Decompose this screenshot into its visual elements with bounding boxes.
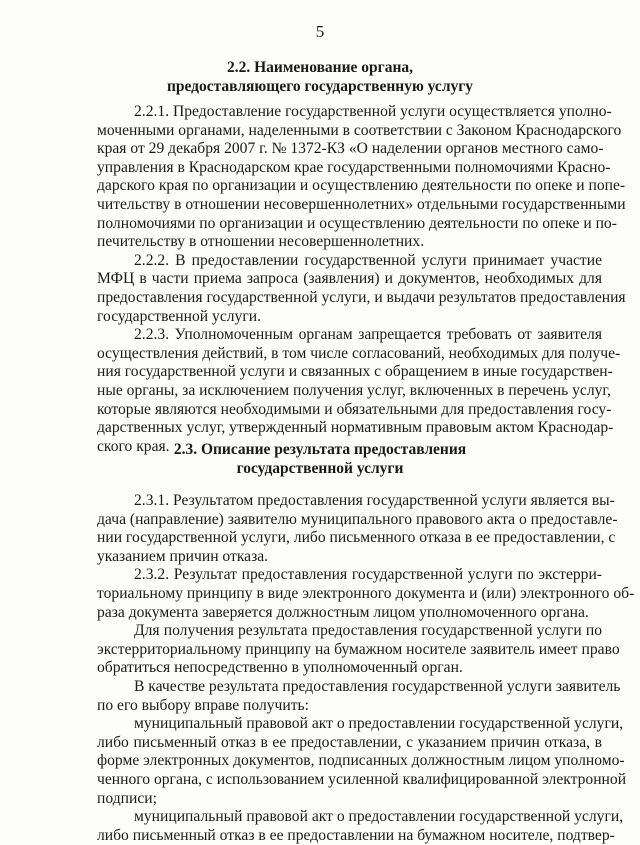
section-2-2-body [97, 103, 626, 456]
text-line: ториальному принципу в виде электронного документа и (или) электронного об- [97, 584, 635, 602]
section-2-2-heading [0, 58, 640, 96]
text-line: муниципальный правовой акт о предоставлении государственной услуги, [134, 808, 624, 826]
heading-line: 2.3. Описание результата предоставления [173, 441, 467, 458]
text-line: 2.3.2. Результат предоставления государственной услуги по экстерри- [134, 566, 602, 584]
text-line: по его выбору вправе получить: [97, 696, 310, 714]
text-line: 2.3.1. Результатом предоставления государственной услуги является вы- [134, 492, 615, 509]
text-line: либо письменный отказ в ее предоставлении, с указанием причин отказа, в [97, 733, 602, 751]
text-line: предоставления государственной услуги, и выдачи результатов предоставления [97, 288, 626, 306]
text-line: экстерриториальному принципу на бумажном носителе заявитель имеет право [97, 640, 620, 658]
paragraph [97, 251, 626, 326]
paragraph [97, 715, 627, 808]
text-line: 2.2.2. В предоставлении государственной услуги принимает участие [134, 251, 602, 269]
text-line: печительству в отношении несовершеннолетних. [97, 233, 425, 251]
text-line: 2.2.1. Предоставление государственной услуги осуществляется уполно- [134, 103, 612, 120]
text-line: 2.2.3. Уполномоченным органам запрещается требовать от заявителя [134, 326, 602, 344]
text-line: дарственных услуг, утвержденный нормативным правовым актом Краснодар- [97, 419, 614, 437]
section-2-3-heading [0, 437, 640, 478]
text-line: указанием причин отказа. [97, 547, 269, 565]
paragraph [97, 566, 635, 622]
paragraph [97, 492, 618, 566]
text-line: дарского края по организации и осуществлению деятельности по опеке и попе- [97, 177, 626, 195]
paragraph [97, 103, 626, 252]
paragraph [97, 622, 620, 678]
text-line: обратиться непосредственно в уполномоченный орган. [97, 659, 463, 677]
paragraph [97, 326, 621, 456]
paragraph [97, 677, 621, 715]
text-line: МФЦ в части приема запроса (заявления) и документов, необходимых для [97, 270, 602, 288]
text-line: муниципальный правовой акт о предоставлении государственной услуги, [134, 715, 624, 733]
text-line: ные органы, за исключением получения услуг, включенных в перечень услуг, [97, 381, 611, 399]
text-line: ния государственной услуги и связанных с обращением в иные государствен- [97, 363, 613, 381]
page-number: 5 [315, 22, 325, 41]
text-line: полномочиями по организации и осуществлению деятельности по опеке и по- [97, 214, 617, 232]
text-line: нии государственной услуги, либо письменного отказа в ее предоставлении, с [97, 529, 616, 547]
text-line: форме электронных документов, подписанных должностным лицом уполномо- [97, 752, 625, 770]
text-line: моченными органами, наделенными в соответствии с Законом Краснодарского [97, 121, 622, 139]
text-line: дача (направление) заявителю муниципального правового акта о предоставле- [97, 510, 618, 528]
text-line: чительству в отношении несовершеннолетних» отдельными государственными [97, 195, 626, 213]
heading-line: 2.2. Наименование органа, [226, 59, 414, 76]
text-line: осуществления действий, в том числе согласований, необходимых для получе- [97, 344, 621, 362]
heading-line: предоставляющего государственную услугу [166, 78, 474, 95]
text-line: края от 29 декабря 2007 г. № 1372-КЗ «О наделении органов местного само- [97, 140, 604, 158]
text-line: В качестве результата предоставления государственной услуги заявитель [134, 677, 621, 695]
text-line: Для получения результата предоставления государственной услуги по [134, 622, 602, 640]
text-line: раза документа заверяется должностным лицом уполномоченного органа. [97, 603, 589, 621]
text-line: либо письменный отказ в ее предоставлении на бумажном носителе, подтвер- [97, 826, 615, 844]
paragraph [97, 808, 624, 845]
text-line: государственной услуги. [97, 307, 261, 325]
text-line: ченного органа, с использованием усиленной квалифицированной электронной [97, 770, 627, 788]
text-line: управления в Краснодарском крае государственными полномочиями Красно- [97, 158, 611, 176]
text-line: ского края. [97, 437, 170, 455]
heading-line: государственной услуги [236, 460, 404, 477]
text-line: которые являются необходимыми и обязательными для предоставления госу- [97, 400, 612, 418]
text-line: подписи; [97, 789, 157, 807]
section-2-3-body [97, 492, 635, 845]
